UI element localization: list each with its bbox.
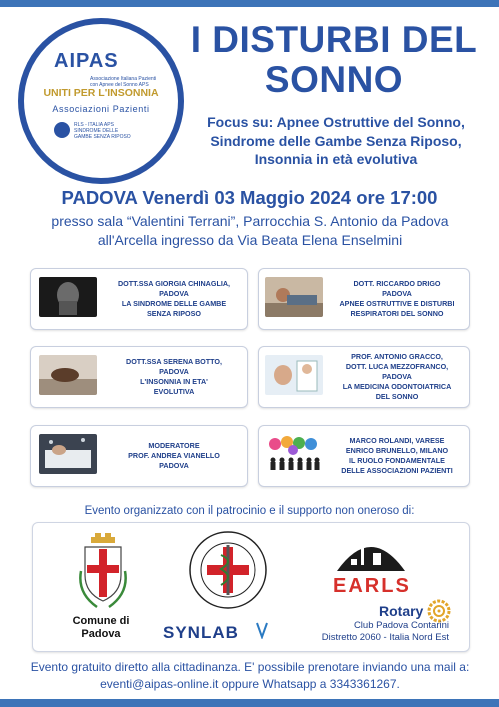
photo-image	[39, 434, 97, 474]
speaker-card	[30, 425, 248, 487]
event-venue: presso sala “Valentini Terrani”, Parrocchia S. Antonio da Padova all'Arcella ingresso da Via Beata Elena Enselmini	[51, 213, 449, 248]
logo-subtitle: UNITI PER L'INSONNIA	[43, 87, 159, 99]
speaker-line: PROF. ANTONIO GRACCO,	[351, 352, 443, 361]
event-date: PADOVA Venerdì 03 Maggio 2024 ore 17:00	[61, 187, 438, 208]
speaker-line: PADOVA	[159, 289, 189, 298]
logo-associations: Associazioni Pazienti	[52, 104, 150, 114]
rotary-district: Distretto 2060 - Italia Nord Est	[321, 632, 449, 643]
speaker-line: DEL SONNO	[375, 392, 419, 401]
speaker-line: IL RUOLO FONDAMENTALE	[349, 456, 445, 465]
speaker-line: PADOVA	[159, 461, 189, 470]
comune-name: Comune di Padova	[72, 615, 130, 640]
speaker-text	[101, 347, 247, 407]
speaker-line: PADOVA	[382, 372, 412, 381]
focus-subtitle: Focus su: Apnee Ostruttive del Sonno, Sindrome delle Gambe Senza Riposo, Insonnia in età evolutiva	[207, 114, 465, 167]
photo-image	[39, 277, 97, 317]
speaker-line: LA MEDICINA ODONTOIATRICA	[342, 382, 452, 391]
speaker-line: PADOVA	[159, 367, 189, 376]
speaker-line: APNEE OSTRUTTIVE E DISTURBI	[339, 299, 455, 308]
earls-logo: EARLS	[333, 575, 411, 597]
top-accent-bar	[0, 0, 499, 7]
speaker-line: DOTT.SSA SERENA BOTTO,	[126, 357, 222, 366]
patronage-text: Evento organizzato con il patrocinio e il supporto non oneroso di:	[84, 505, 415, 517]
speaker-line: DOTT. LUCA MEZZOFRANCO,	[345, 362, 449, 371]
speaker-card	[258, 268, 470, 330]
speaker-text	[101, 426, 247, 486]
logo-rls: RLS - ITALIA APS SINDROME DELLE GAMBE SENZA RIPOSO	[74, 122, 131, 140]
speaker-text	[325, 269, 469, 329]
speaker-line: RESPIRATORI DEL SONNO	[350, 309, 444, 318]
synlab-logo: SYNLAB	[163, 623, 239, 642]
rotary-logo: Rotary	[379, 603, 424, 619]
rotary-club-info	[313, 620, 449, 644]
speaker-line: DOTT.SSA GIORGIA CHINAGLIA,	[117, 279, 231, 288]
synlab-mark-icon	[255, 621, 269, 639]
speaker-line: MODERATORE	[148, 441, 200, 450]
speaker-line: PROF. ANDREA VIANELLO	[128, 451, 220, 460]
speaker-card	[30, 346, 248, 408]
speaker-card	[258, 346, 470, 408]
logo-brand: AIPAS	[54, 50, 119, 72]
sponsors-box	[32, 522, 470, 652]
speaker-text	[325, 426, 469, 486]
page-title: I DISTURBI DEL SONNO	[190, 19, 478, 100]
speaker-card	[30, 268, 248, 330]
logo-tagline: Associazione Italiana Pazienti con Apnee del Sonno APS	[90, 76, 157, 88]
speaker-text	[325, 347, 469, 407]
speaker-line: DOTT. RICCARDO DRIGO	[353, 279, 441, 288]
speaker-line: ENRICO BRUNELLO, MILANO	[345, 446, 449, 455]
comune-crest-icon	[77, 531, 129, 613]
speaker-line: DELLE ASSOCIAZIONI PAZIENTI	[341, 466, 453, 475]
earls-skyline-icon	[333, 531, 409, 575]
speaker-line: MARCO ROLANDI, VARESE	[349, 436, 445, 445]
speaker-line: L'INSONNIA IN ETA'	[140, 377, 208, 386]
photo-image	[265, 277, 323, 317]
rotary-club-name: Club Padova Contarini	[353, 620, 449, 631]
photo-image	[265, 355, 323, 395]
rls-icon	[54, 122, 70, 138]
photo-image	[39, 355, 97, 395]
speaker-line: PADOVA	[382, 289, 412, 298]
aipas-logo	[18, 18, 184, 184]
speaker-text	[101, 269, 247, 329]
speaker-line: LA SINDROME DELLE GAMBE	[121, 299, 227, 308]
footer-info: Evento gratuito diretto alla cittadinanza. E' possibile prenotare inviando una mail a: eventi@aipas-online.it oppure Whatsapp a 3343361267.	[30, 660, 470, 691]
speaker-line: EVOLUTIVA	[153, 387, 195, 396]
bottom-accent-bar	[0, 699, 499, 707]
ordine-medici-seal-icon	[187, 529, 269, 611]
speaker-card	[258, 425, 470, 487]
speaker-line: SENZA RIPOSO	[146, 309, 202, 318]
ordine-seal-text	[193, 525, 194, 526]
photo-image	[265, 434, 323, 474]
